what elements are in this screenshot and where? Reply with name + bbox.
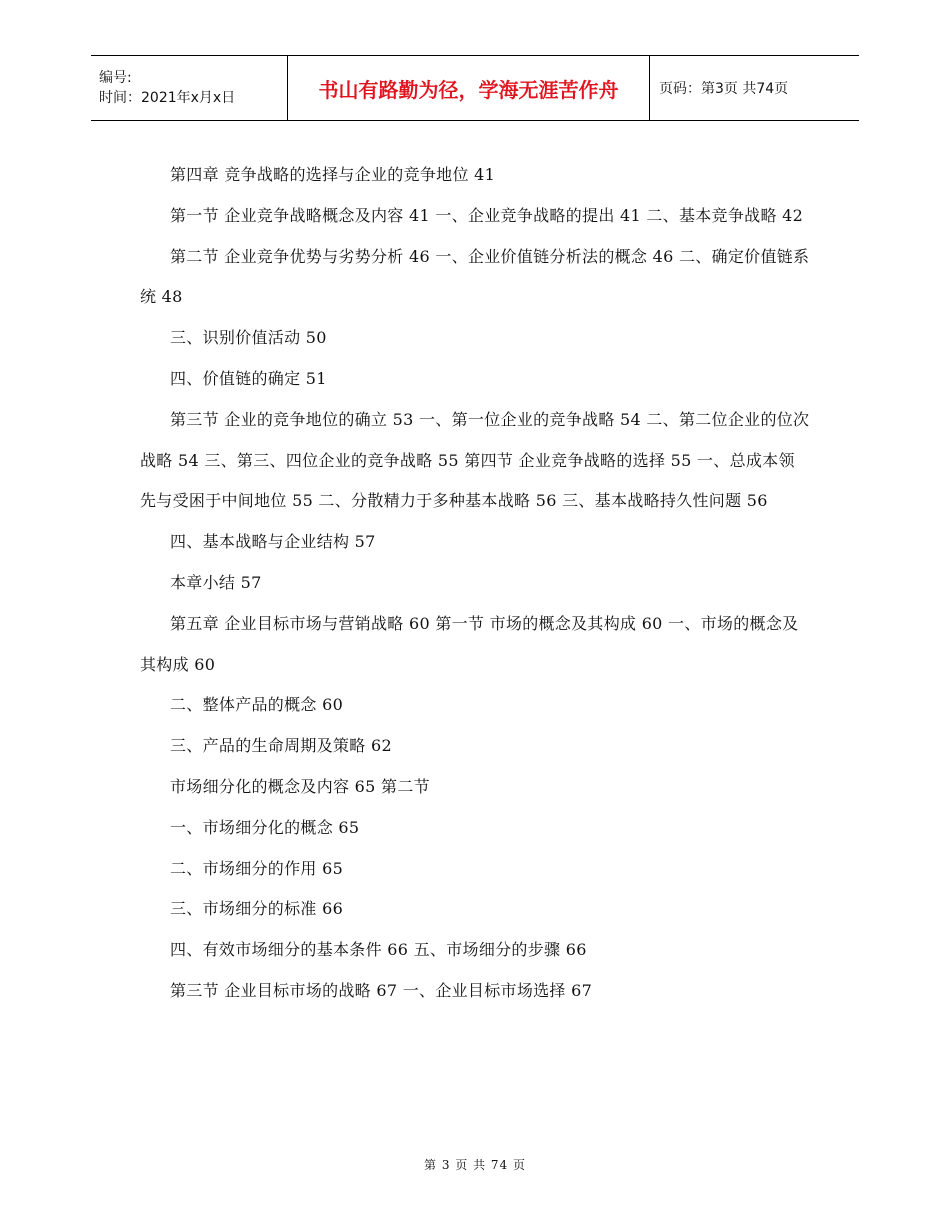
toc-paragraph: 第五章 企业目标市场与营销战略 60 第一节 市场的概念及其构成 60 一、市场的概念及其构成 60: [140, 613, 799, 674]
toc-paragraph: 第三节 企业的竞争地位的确立 53 一、第一位企业的竞争战略 54 二、第二位企业的位次战略 54 三、第三、四位企业的竞争战略 55 第四节 企业竞争战略的选择 55 一、总成本领先与受困于中间地位 55 二、分散精力于多种基本战略 56 三、基本战略持久性问题 56: [140, 409, 810, 511]
toc-paragraph: 四、基本战略与企业结构 57: [170, 532, 376, 552]
toc-paragraph: 第二节 企业竞争优势与劣势分析 46 一、企业价值链分析法的概念 46 二、确定价值链系统 48: [140, 246, 810, 307]
toc-paragraph: 三、市场细分的标准 66: [170, 899, 344, 919]
serial-label: 编号:: [99, 70, 132, 86]
toc-paragraph: 本章小结 57: [170, 572, 262, 592]
toc-paragraph: 第一节 企业竞争战略概念及内容 41 一、企业竞争战略的提出 41 二、基本竞争战略 42: [170, 205, 804, 225]
toc-paragraph: 一、市场细分化的概念 65: [170, 817, 360, 837]
toc-paragraph: 第三节 企业目标市场的战略 67 一、企业目标市场选择 67: [170, 980, 593, 1000]
toc-paragraph: 三、产品的生命周期及策略 62: [170, 736, 392, 756]
toc-paragraph: 四、价值链的确定 51: [170, 368, 327, 388]
toc-paragraph: 二、整体产品的概念 60: [170, 695, 344, 715]
toc-paragraph: 市场细分化的概念及内容 65 第二节: [170, 776, 430, 796]
toc-paragraph: 三、识别价值活动 50: [170, 328, 327, 348]
page-header: [91, 55, 859, 121]
toc-paragraph: 第四章 竞争战略的选择与企业的竞争地位 41: [170, 165, 496, 184]
toc-paragraph: 二、市场细分的作用 65: [170, 858, 344, 878]
header-meta: [91, 56, 287, 120]
page-footer: 第 3 页 共 74 页: [424, 1158, 526, 1172]
header-motto: 书山有路勤为径，学海无涯苦作舟: [287, 56, 650, 120]
toc-paragraph: 四、有效市场细分的基本条件 66 五、市场细分的步骤 66: [170, 940, 587, 960]
time-label: 时间：2021年x月x日: [99, 90, 236, 106]
header-page-info: 页码：第3页 共74页: [659, 81, 789, 97]
toc-content: [140, 155, 810, 1012]
